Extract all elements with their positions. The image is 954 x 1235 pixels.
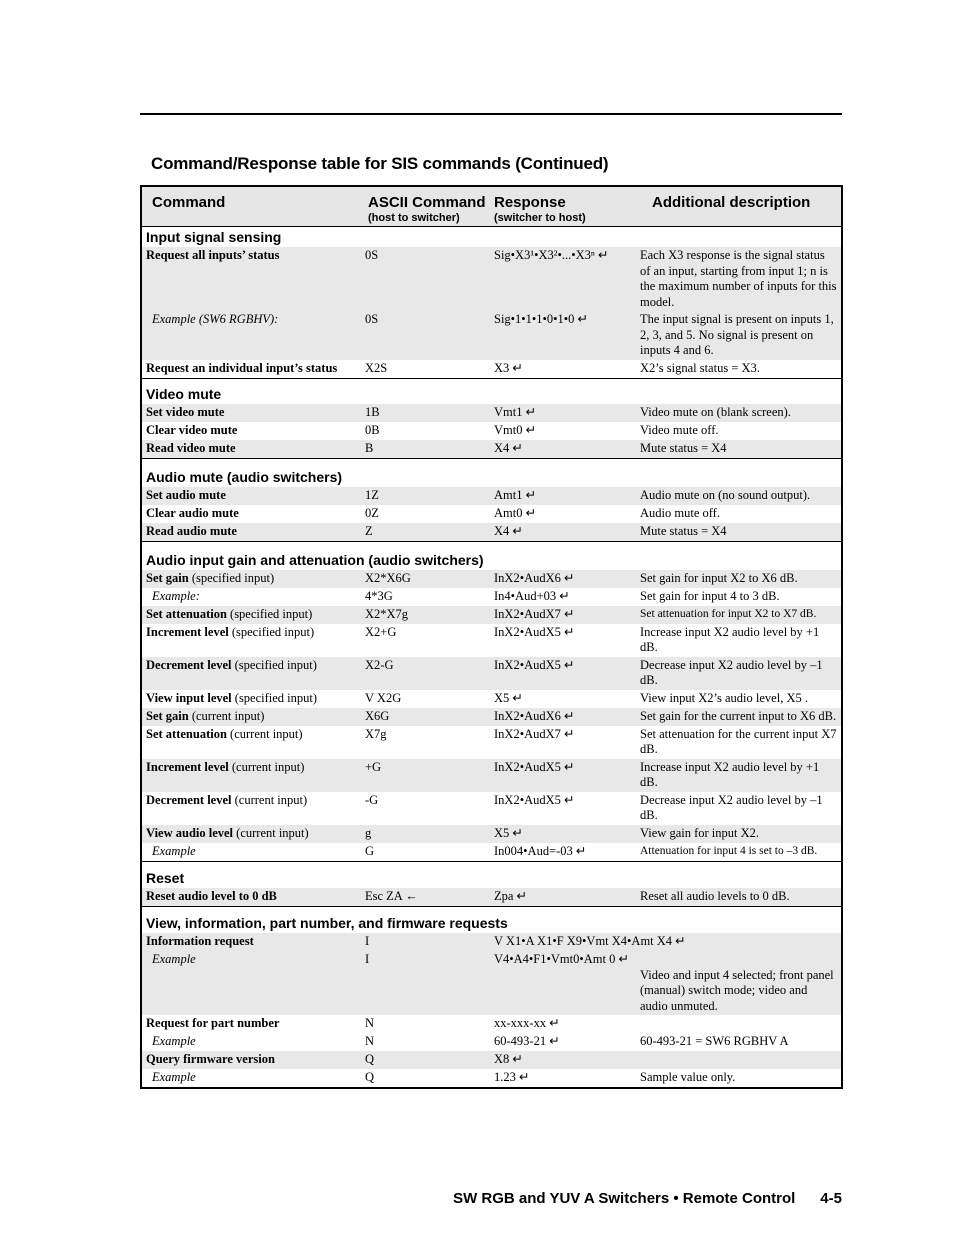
- table-row: [142, 657, 841, 690]
- section-info: [142, 906, 841, 1088]
- cell-ascii: I: [365, 951, 370, 966]
- header-ascii-sub: (host to switcher): [368, 212, 460, 224]
- cell-command-qualifier: (current input): [226, 726, 303, 741]
- section-audio-mute: [142, 458, 841, 541]
- cell-response: Amt1 ↵: [494, 487, 537, 502]
- cell-ascii: 0S: [365, 312, 379, 326]
- section-reset: [142, 861, 841, 906]
- table-row: [142, 933, 841, 951]
- cell-ascii: g: [365, 825, 372, 840]
- cell-command: View audio level: [146, 825, 234, 840]
- sis-command-table: [140, 185, 843, 1089]
- cell-command: Increment level: [146, 759, 229, 774]
- cell-description: Decrease input X2 audio level by –1 dB.: [640, 657, 823, 687]
- cell-ascii: G: [365, 843, 375, 858]
- cell-ascii: X6G: [365, 708, 390, 723]
- section-title: Audio mute (audio switchers): [146, 468, 343, 485]
- cell-command: Query firmware version: [146, 1052, 275, 1066]
- cell-ascii: X2S: [365, 360, 388, 375]
- cell-ascii: Z: [365, 523, 373, 538]
- cell-command: Clear audio mute: [146, 505, 239, 520]
- cell-command: Set gain: [146, 570, 189, 585]
- section-input-signal: [142, 227, 841, 378]
- cell-command-qualifier: (current input): [228, 759, 305, 774]
- cell-response: X8 ↵: [494, 1052, 523, 1066]
- cell-ascii: Q: [365, 1052, 375, 1066]
- cell-response: Vmt0 ↵: [494, 422, 537, 437]
- cell-command-qualifier: (current input): [231, 792, 308, 807]
- cell-response: V4•A4•F1•Vmt0•Amt 0 ↵: [494, 951, 629, 966]
- cell-response: InX2•AudX5 ↵: [494, 759, 575, 774]
- cell-command: Read audio mute: [146, 523, 237, 538]
- table-row: [142, 888, 841, 906]
- cell-response: 1.23 ↵: [494, 1070, 530, 1084]
- table-row: [142, 247, 841, 311]
- table-row: [142, 690, 841, 708]
- cell-ascii: X2*X6G: [365, 570, 411, 585]
- cell-ascii: Q: [365, 1070, 375, 1084]
- table-row: [142, 1051, 841, 1069]
- cell-command: Request for part number: [146, 1016, 280, 1030]
- cell-command: Request an individual input’s status: [146, 360, 338, 375]
- header-ascii: ASCII Command: [368, 194, 486, 211]
- cell-ascii: B: [365, 440, 374, 455]
- cell-command: Example: [152, 843, 196, 858]
- section-title: Audio input gain and attenuation (audio switchers): [146, 551, 484, 568]
- cell-description: View input X2’s audio level, X5 .: [640, 690, 808, 705]
- cell-command: Example: [152, 1070, 196, 1084]
- cell-command: Reset audio level to 0 dB: [146, 888, 277, 903]
- table-row: [142, 1033, 841, 1051]
- cell-command: Information request: [146, 933, 254, 948]
- cell-ascii: 4*3G: [365, 588, 393, 603]
- section-title: Input signal sensing: [146, 229, 282, 245]
- cell-response: X3 ↵: [494, 360, 523, 375]
- table-row: [142, 759, 841, 792]
- cell-ascii: X7g: [365, 726, 387, 741]
- cell-command-qualifier: (specified input): [231, 657, 317, 672]
- cell-command: Example: [152, 1034, 196, 1048]
- cell-description: Set gain for the current input to X6 dB.: [640, 708, 837, 723]
- table-row: [142, 951, 841, 1016]
- table-row: [142, 726, 841, 759]
- cell-description: Decrease input X2 audio level by –1 dB.: [640, 792, 823, 822]
- table-row: [142, 606, 841, 624]
- cell-response: Vmt1 ↵: [494, 404, 537, 419]
- cell-command-qualifier: (specified input): [228, 624, 315, 639]
- cell-command: View input level: [146, 690, 232, 705]
- cell-response: InX2•AudX7 ↵: [494, 606, 575, 621]
- cell-ascii: X2-G: [365, 657, 394, 672]
- cell-command: Decrement level: [146, 792, 232, 807]
- cell-ascii: V X2G: [365, 690, 402, 705]
- cell-description: Increase input X2 audio level by +1 dB.: [640, 759, 820, 789]
- header-command: Command: [152, 194, 226, 211]
- cell-command: Set gain: [146, 708, 189, 723]
- cell-command: Clear video mute: [146, 422, 238, 437]
- cell-command-qualifier: (specified input): [231, 690, 318, 705]
- cell-description: Set gain for input X2 to X6 dB.: [640, 570, 798, 585]
- cell-response: Sig•X3¹•X3²•...•X3ⁿ ↵: [494, 248, 609, 262]
- top-rule: [140, 113, 842, 115]
- cell-description: The input signal is present on inputs 1, 2, 3, and 5. No signal is present on inputs 4 and 6.: [640, 312, 834, 357]
- cell-command: Set video mute: [146, 404, 225, 419]
- cell-description: Video mute on (blank screen).: [640, 404, 791, 419]
- table-row: [142, 440, 841, 458]
- cell-ascii: 1Z: [365, 487, 379, 502]
- cell-ascii: 1B: [365, 404, 380, 419]
- cell-command: Example: [152, 951, 196, 966]
- cell-ascii: Esc ZA ←: [365, 888, 418, 903]
- cell-response: Zpa ↵: [494, 888, 528, 903]
- cell-response: InX2•AudX5 ↵: [494, 792, 575, 807]
- cell-description: Reset all audio levels to 0 dB.: [640, 888, 790, 903]
- cell-command: Set attenuation: [146, 726, 227, 741]
- cell-response: In4•Aud+03 ↵: [494, 588, 570, 603]
- cell-command: Set attenuation: [146, 606, 227, 621]
- cell-response: X5 ↵: [494, 690, 523, 705]
- cell-ascii: I: [365, 933, 370, 948]
- section-title: View, information, part number, and firmware requests: [146, 914, 508, 931]
- header-description: Additional description: [652, 194, 811, 211]
- section-audio-gain: [142, 541, 841, 861]
- cell-response: InX2•AudX5 ↵: [494, 624, 575, 639]
- cell-response: X4 ↵: [494, 440, 523, 455]
- cell-command: Request all inputs’ status: [146, 248, 280, 262]
- cell-response: X4 ↵: [494, 523, 523, 538]
- cell-ascii: 0B: [365, 422, 380, 437]
- cell-description: Set attenuation for input X2 to X7 dB.: [640, 607, 817, 620]
- cell-description: Audio mute off.: [640, 505, 720, 520]
- table-row: [142, 1015, 841, 1033]
- cell-command: Set audio mute: [146, 487, 226, 502]
- cell-command: Example (SW6 RGBHV):: [152, 312, 279, 326]
- cell-description: Audio mute on (no sound output).: [640, 487, 811, 502]
- header-response: Response: [494, 194, 566, 211]
- cell-response: InX2•AudX6 ↵: [494, 570, 575, 585]
- table-row: [142, 588, 841, 606]
- cell-ascii: N: [365, 1034, 375, 1048]
- cell-command: Example:: [152, 588, 200, 603]
- table-row: [142, 624, 841, 657]
- cell-description: X2’s signal status = X3.: [640, 360, 760, 375]
- section-video-mute: [142, 378, 841, 458]
- table-row: [142, 523, 841, 541]
- cell-ascii: N: [365, 1016, 375, 1030]
- cell-response: In004•Aud=-03 ↵: [494, 843, 587, 858]
- cell-ascii: X2+G: [365, 624, 397, 639]
- cell-description: Mute status = X4: [640, 523, 727, 538]
- cell-response: X5 ↵: [494, 825, 523, 840]
- cell-description: View gain for input X2.: [640, 825, 760, 840]
- cell-ascii: 0S: [365, 248, 379, 262]
- section-title: Reset: [146, 869, 185, 886]
- cell-description: Sample value only.: [640, 1070, 736, 1084]
- cell-response: InX2•AudX7 ↵: [494, 726, 575, 741]
- header-response-sub: (switcher to host): [494, 212, 586, 224]
- cell-ascii: -G: [365, 792, 379, 807]
- cell-description: Each X3 response is the signal status of an input, starting from input 1; n is the maximum number of inputs for this model.: [640, 248, 837, 309]
- cell-description: 60-493-21 = SW6 RGBHV A: [640, 1034, 789, 1048]
- table-row: [142, 792, 841, 825]
- cell-response: V X1•A X1•F X9•Vmt X4•Amt X4 ↵: [494, 933, 686, 948]
- cell-ascii: 0Z: [365, 505, 379, 520]
- table-row: [142, 487, 841, 505]
- cell-command: Read video mute: [146, 440, 236, 455]
- table-row: [142, 1069, 841, 1087]
- cell-command-qualifier: (specified input): [188, 570, 275, 585]
- cell-command: Increment level: [146, 624, 229, 639]
- cell-response: InX2•AudX5 ↵: [494, 657, 575, 672]
- cell-description: Set attenuation for the current input X7 dB.: [640, 726, 837, 756]
- cell-command-qualifier: (current input): [188, 708, 265, 723]
- page-footer: SW RGB and YUV A Switchers • Remote Control 4-5: [453, 1190, 842, 1207]
- section-title: Video mute: [146, 385, 222, 402]
- table-row: [142, 311, 841, 360]
- cell-description: Mute status = X4: [640, 440, 727, 455]
- cell-response: 60-493-21 ↵: [494, 1034, 560, 1048]
- table-row: [142, 843, 841, 861]
- cell-response: Sig•1•1•1•0•1•0 ↵: [494, 312, 589, 326]
- table-header: [142, 187, 841, 227]
- cell-ascii: +G: [365, 759, 382, 774]
- cell-command-qualifier: (specified input): [226, 606, 313, 621]
- table-row: [142, 708, 841, 726]
- cell-description: Attenuation for input 4 is set to –3 dB.: [640, 844, 818, 857]
- cell-description: Set gain for input 4 to 3 dB.: [640, 588, 780, 603]
- cell-command-qualifier: (current input): [233, 825, 309, 840]
- cell-response: Amt0 ↵: [494, 505, 537, 520]
- table-row: [142, 404, 841, 422]
- cell-response: InX2•AudX6 ↵: [494, 708, 575, 723]
- table-row: [142, 570, 841, 588]
- table-row: [142, 360, 841, 378]
- cell-ascii: X2*X7g: [365, 606, 409, 621]
- cell-response: xx-xxx-xx ↵: [494, 1016, 560, 1030]
- page-title: Command/Response table for SIS commands (Continued): [151, 154, 609, 173]
- cell-description: Increase input X2 audio level by +1 dB.: [640, 624, 820, 654]
- table-row: [142, 422, 841, 440]
- cell-description: Video and input 4 selected; front panel (manual) switch mode; video and audio unmuted.: [640, 967, 834, 1013]
- table-row: [142, 825, 841, 843]
- cell-command: Decrement level: [146, 657, 232, 672]
- cell-description: Video mute off.: [640, 422, 719, 437]
- table-row: [142, 505, 841, 523]
